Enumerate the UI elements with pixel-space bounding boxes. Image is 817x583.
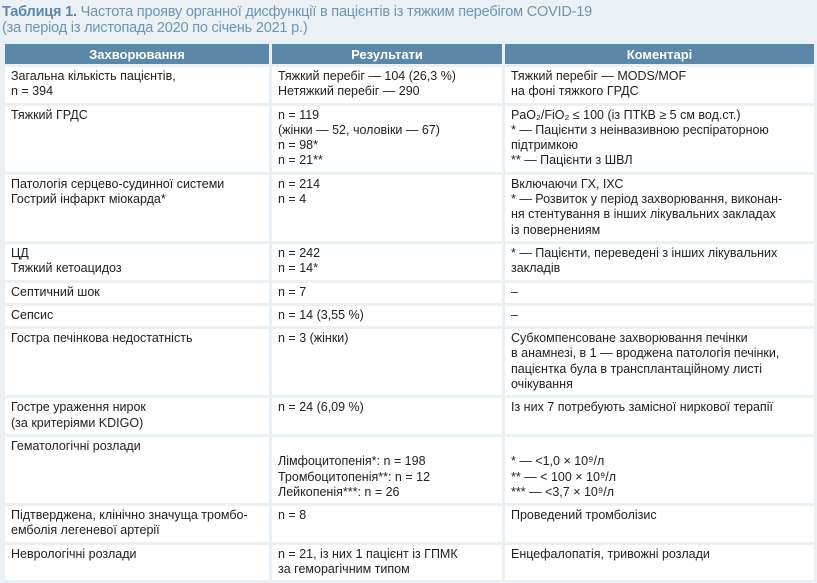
header-disease: Захворювання — [5, 44, 269, 67]
cell-line: Лейкопенія***: n = 26 — [278, 484, 400, 499]
cell-line: Сепсис — [11, 307, 54, 322]
header-results: Результати — [272, 44, 502, 67]
disease-cell — [5, 506, 269, 545]
cell-line: * — Пацієнти, переведені з інших лікувальних — [511, 245, 778, 260]
cell-line: n = 394 — [11, 84, 54, 99]
cell-line: в анамнезі, в 1 — вроджена патологія печінки, — [511, 346, 780, 361]
cell-line: Субкомпенсоване захворювання печінки — [511, 331, 748, 346]
organ-dysfunction-table — [2, 44, 817, 583]
cell-line: Тромбоцитопенія**: n = 12 — [278, 469, 431, 484]
cell-line: * — Розвиток у період захворювання, виконан- — [511, 192, 783, 207]
table-body — [5, 67, 814, 583]
cell-line: емболія легеневої артерії — [11, 523, 160, 538]
comments-cell — [505, 545, 814, 583]
disease-cell — [5, 398, 269, 437]
disease-cell — [5, 244, 269, 283]
comments-cell — [505, 398, 814, 437]
table-row — [5, 67, 814, 106]
results-cell — [272, 437, 502, 506]
cell-line: n = 4 — [278, 192, 307, 207]
cell-line: n = 14* — [278, 261, 318, 276]
table-row — [5, 175, 814, 244]
comments-cell — [505, 283, 814, 306]
cell-line: пацієнтка була в трансплантаційному листі — [511, 361, 763, 376]
comments-cell — [505, 244, 814, 283]
disease-cell — [5, 175, 269, 244]
table-row — [5, 283, 814, 306]
disease-cell — [5, 329, 269, 398]
cell-line: (жінки — 52, чоловіки — 67) — [278, 122, 440, 137]
cell-line: очікування — [511, 377, 573, 392]
cell-line: n = 24 (6,09 %) — [278, 400, 364, 415]
cell-line: – — [511, 284, 518, 299]
cell-line: ** — < 100 × 10⁹/л — [511, 469, 617, 484]
cell-line: із повернениям — [511, 222, 601, 237]
results-cell — [272, 506, 502, 545]
cell-line: n = 98* — [278, 138, 318, 153]
results-cell — [272, 545, 502, 583]
cell-line: Проведений тромболізис — [511, 508, 657, 523]
disease-cell — [5, 306, 269, 329]
cell-line: ЦД — [11, 245, 29, 260]
header-comments: Коментарі — [505, 44, 814, 67]
cell-line: Тяжкий ГРДС — [11, 107, 88, 122]
comments-cell — [505, 306, 814, 329]
caption-line-1 — [2, 4, 814, 20]
comments-cell — [505, 67, 814, 106]
comments-cell — [505, 175, 814, 244]
cell-line: n = 14 (3,55 %) — [278, 307, 364, 322]
cell-line: Енцефалопатія, тривожні розлади — [511, 546, 710, 561]
table-row — [5, 306, 814, 329]
table-row — [5, 106, 814, 175]
cell-line: Гематологічні розлади — [11, 438, 141, 453]
disease-cell — [5, 545, 269, 583]
cell-line: за геморагічним типом — [278, 562, 410, 577]
results-cell — [272, 244, 502, 283]
cell-line: на фоні тяжкого ГРДС — [511, 84, 639, 99]
cell-line: n = 8 — [278, 508, 307, 523]
caption-subtitle: (за період із листопада 2020 по січень 2021 р.) — [2, 20, 308, 36]
cell-line: PaO₂/FiO₂ ≤ 100 (із ПТКВ ≥ 5 см вод.ст.) — [511, 107, 741, 122]
cell-line: Патологія серцево-судинної системи — [11, 176, 225, 191]
cell-line: n = 242 — [278, 245, 321, 260]
results-cell — [272, 283, 502, 306]
cell-line: ** — Пацієнти з ШВЛ — [511, 153, 633, 168]
results-cell — [272, 175, 502, 244]
cell-line: Гостра печінкова недостатність — [11, 331, 193, 346]
results-cell — [272, 67, 502, 106]
table-row — [5, 437, 814, 506]
table-row — [5, 506, 814, 545]
cell-line: n = 119 — [278, 107, 320, 122]
cell-line: Нетяжкий перебіг — 290 — [278, 84, 420, 99]
table-row — [5, 244, 814, 283]
results-cell — [272, 329, 502, 398]
comments-cell — [505, 437, 814, 506]
cell-line: Гострий інфаркт міокарда* — [11, 192, 166, 207]
cell-line: (за критеріями KDIGO) — [11, 415, 144, 430]
disease-cell — [5, 437, 269, 506]
cell-line: Тяжкий кетоацидоз — [11, 261, 122, 276]
cell-line: Тяжкий перебіг — MODS/MOF — [511, 69, 687, 83]
cell-line: ня стентування в інших лікувальних закладах — [511, 207, 776, 222]
results-cell — [272, 398, 502, 437]
cell-line: n = 21, із них 1 пацієнт із ГПМК — [278, 546, 458, 561]
cell-line: – — [511, 307, 518, 322]
cell-line: *** — <3,7 × 10⁹/л — [511, 484, 614, 499]
results-cell — [272, 106, 502, 175]
cell-line: Із них 7 потребують замісної ниркової терапії — [511, 400, 773, 415]
disease-cell — [5, 283, 269, 306]
cell-line: Неврологічні розлади — [11, 546, 137, 561]
cell-line: * — <1,0 × 10⁹/л — [511, 454, 605, 469]
table-row — [5, 398, 814, 437]
comments-cell — [505, 506, 814, 545]
cell-line: Лімфоцитопенія*: n = 198 — [278, 454, 426, 469]
table-row — [5, 545, 814, 583]
cell-line: n = 214 — [278, 176, 321, 191]
table-row — [5, 329, 814, 398]
comments-cell — [505, 106, 814, 175]
cell-line: підтримкою — [511, 138, 579, 153]
cell-line: Гостре ураження нирок — [11, 400, 146, 415]
header-row — [5, 44, 814, 67]
comments-cell — [505, 329, 814, 398]
cell-line: n = 3 (жінки) — [278, 331, 349, 346]
results-cell — [272, 306, 502, 329]
cell-line: Септичний шок — [11, 284, 100, 299]
cell-line: закладів — [511, 261, 561, 276]
cell-line: Включаючи ГХ, ІХС — [511, 176, 624, 191]
cell-line: Загальна кількість пацієнтів, — [11, 69, 176, 83]
cell-line: Підтверджена, клінічно значуща тромбо- — [11, 508, 248, 523]
cell-line: * — Пацієнти з неінвазивною респіраторною — [511, 122, 769, 137]
cell-line: n = 7 — [278, 284, 307, 299]
cell-line: n = 21** — [278, 153, 323, 168]
caption-label: Таблиця 1. — [2, 4, 77, 20]
disease-cell — [5, 67, 269, 106]
caption-title: Частота прояву органної дисфункції в пацієнтів із тяжким перебігом COVID-19 — [80, 4, 592, 20]
cell-line: Тяжкий перебіг — 104 (26,3 %) — [278, 69, 456, 83]
cell-line — [511, 439, 808, 454]
disease-cell — [5, 106, 269, 175]
cell-line — [278, 439, 496, 454]
table-caption — [2, 4, 814, 36]
